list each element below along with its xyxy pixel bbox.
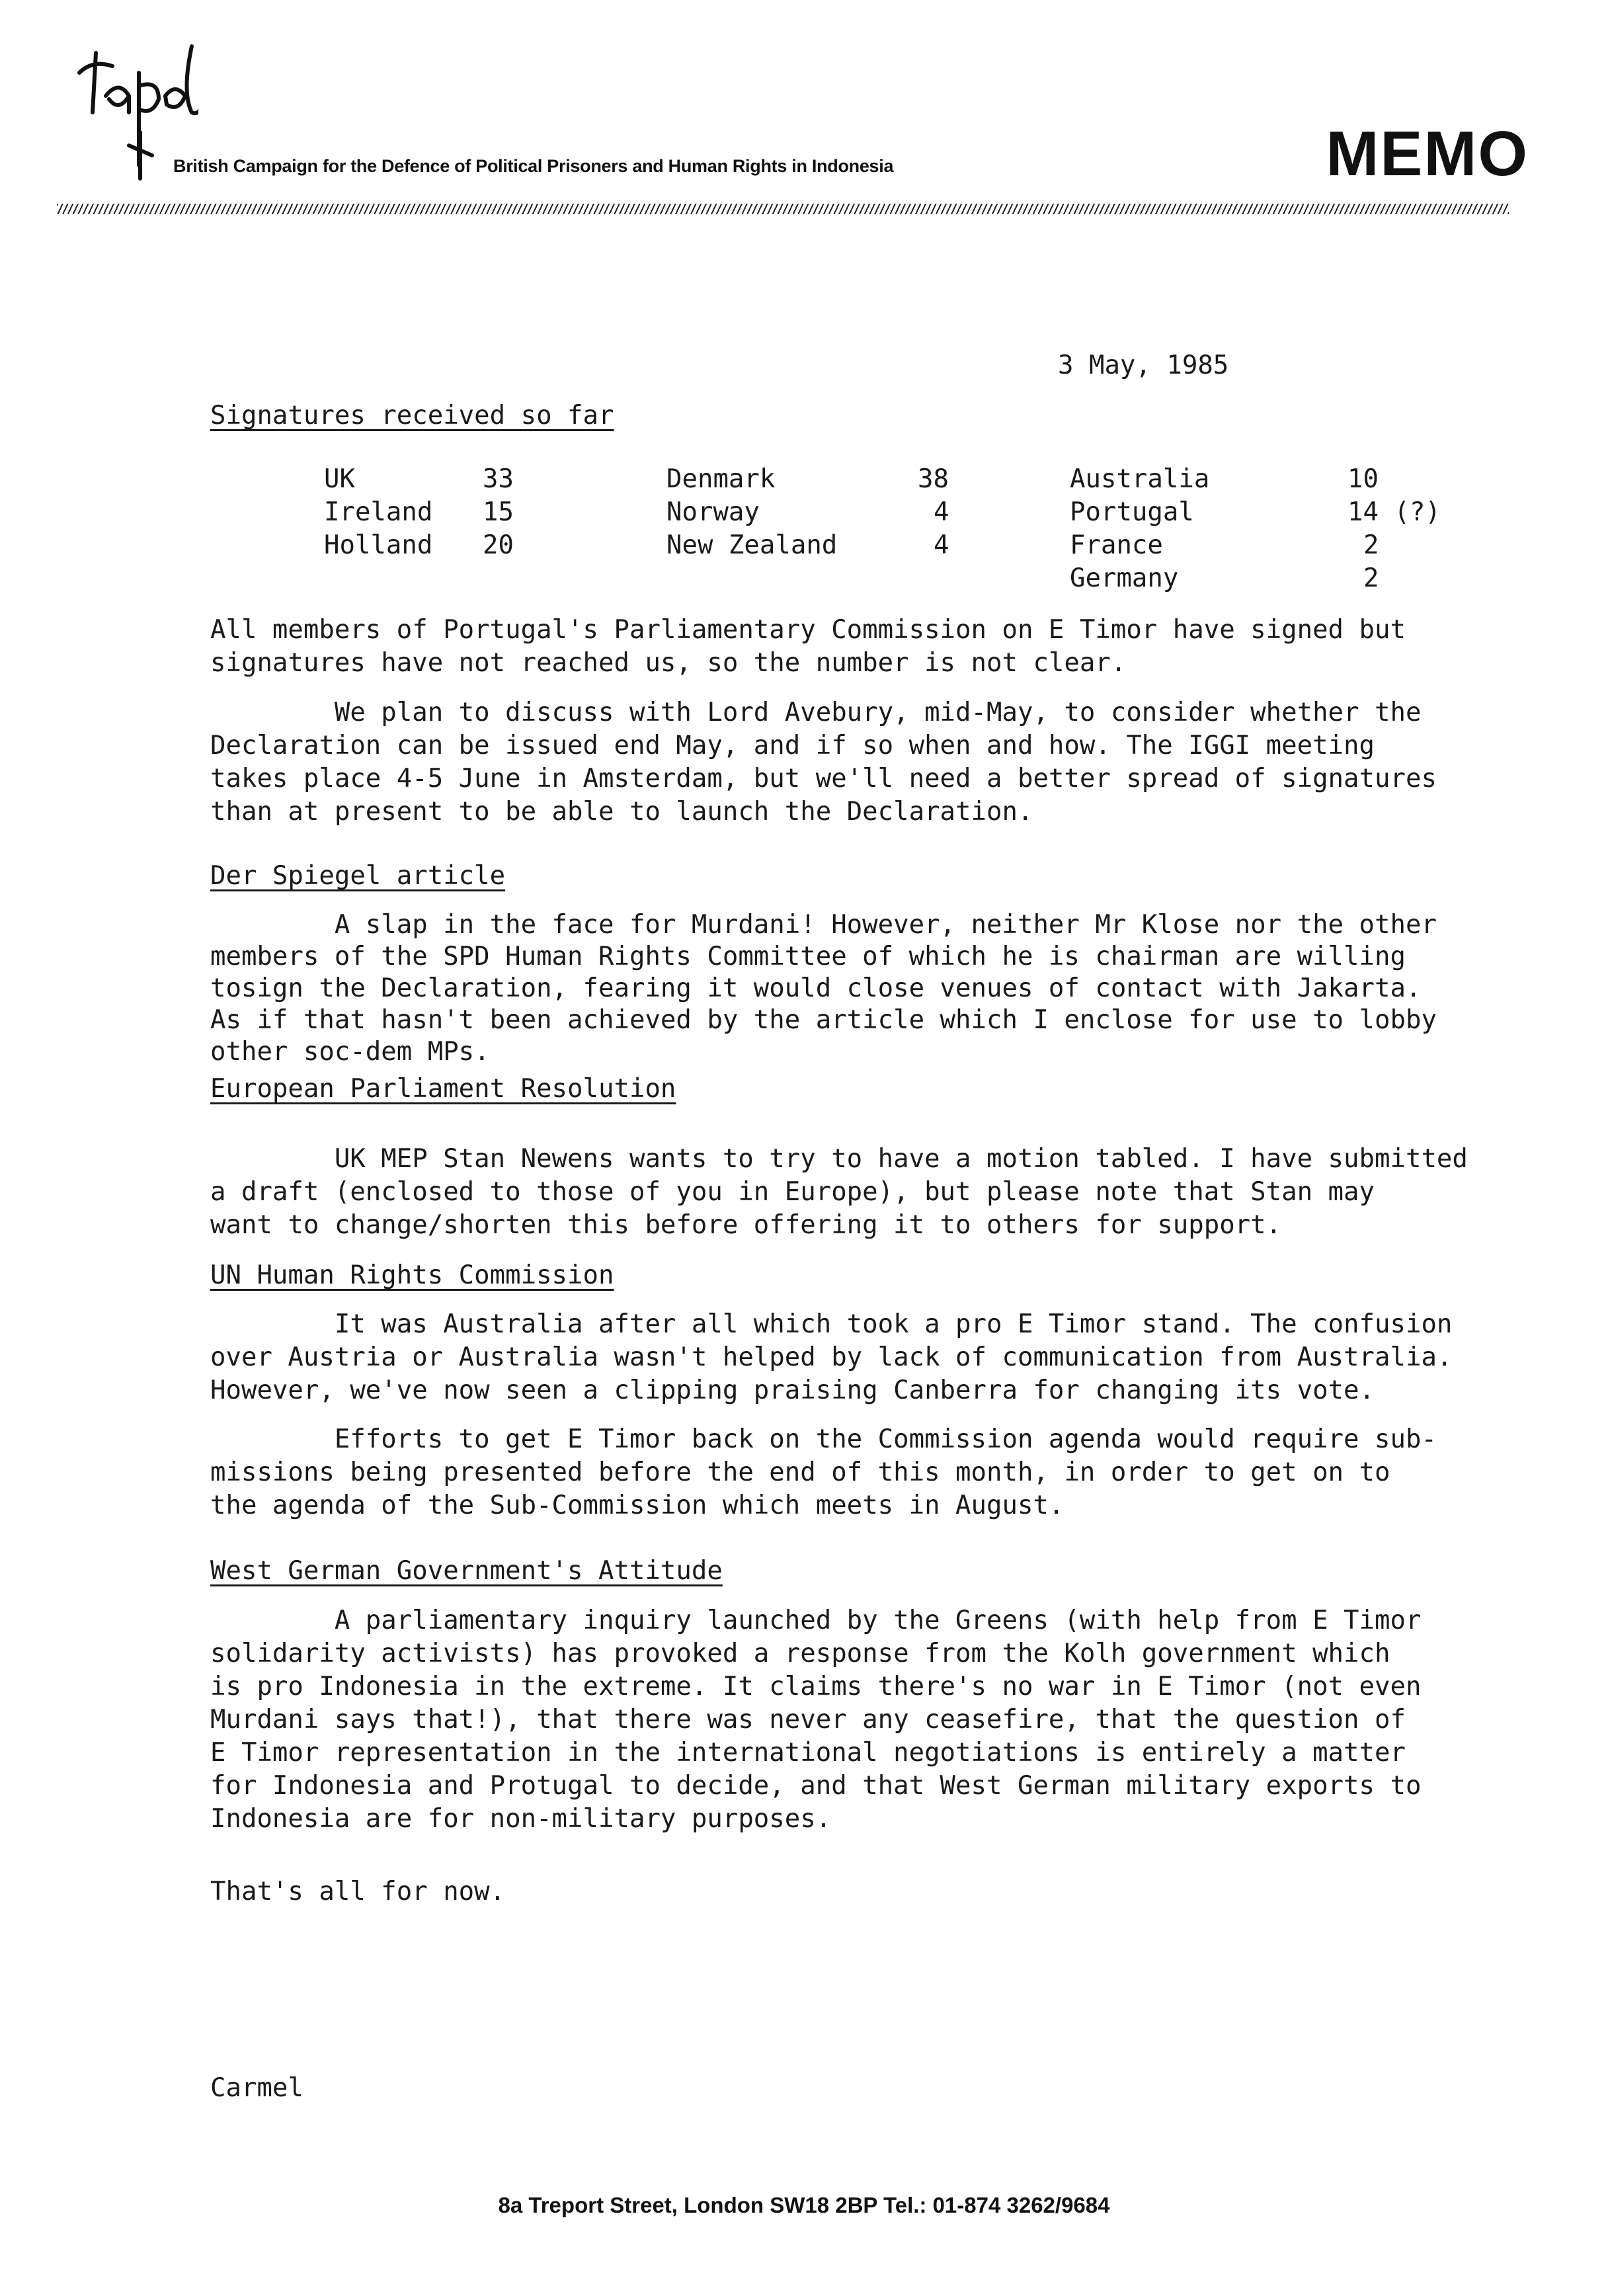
memo-title: MEMO bbox=[1326, 118, 1529, 189]
ep-heading: European Parliament Resolution bbox=[210, 1074, 676, 1104]
sig-country: Norway bbox=[666, 497, 760, 527]
organization-name: British Campaign for the Defence of Political Prisoners and Human Rights in Indonesia bbox=[173, 156, 894, 176]
un-paragraph-2: Efforts to get E Timor back on the Commission agenda would require sub- missions being presented before the end of this month, in order to get on to the agenda of the Sub-Commission which meets in August. bbox=[210, 1424, 1437, 1520]
sig-country: Portugal bbox=[1070, 497, 1194, 527]
sig-count: 14 (?) bbox=[1347, 497, 1441, 527]
sig-country: UK bbox=[324, 464, 355, 494]
un-paragraph-1: It was Australia after all which took a pro E Timor stand. The confusion over Austria or Australia wasn't helped by lack of communication from Australia. However, we've now seen a clipping praising Canberra for changing its vote. bbox=[210, 1309, 1453, 1405]
sig-count: 2 bbox=[1363, 563, 1379, 593]
wg-paragraph: A parliamentary inquiry launched by the Greens (with help from E Timor solidarity activists) has provoked a response from the Kolh government which is pro Indonesia in the extreme. It claims there's no war in E Timor (not even Murdani says that!), that there was never any ceasefire, that the question of E Timor representation in the international negotiations is entirely a matter for Indonesia and Protugal to decide, and that West German military exports to Indonesia are for non-military purposes. bbox=[210, 1606, 1422, 1834]
un-heading: UN Human Rights Commission bbox=[210, 1260, 614, 1290]
spiegel-paragraph: A slap in the face for Murdani! However, neither Mr Klose nor the other members of the SPD Human Rights Committee of which he is chairman are willing tosign the Declaration, fearing it would close venues of contact with Jakarta. As if that hasn't been achieved by the article which I enclose for use to lobby other soc-dem MPs. bbox=[210, 910, 1437, 1067]
sig-count: 10 bbox=[1347, 464, 1379, 494]
sig-count: 38 bbox=[918, 464, 949, 494]
sig-count: 4 bbox=[934, 530, 949, 560]
ep-paragraph: UK MEP Stan Newens wants to try to have a motion tabled. I have submitted a draft (enclosed to those of you in Europe), but please note that Stan may want to change/shorten this before offering it to others for support. bbox=[210, 1144, 1468, 1240]
sig-country: Denmark bbox=[666, 464, 776, 494]
signature-name: Carmel bbox=[210, 2073, 303, 2103]
portugal-paragraph: All members of Portugal's Parliamentary Commission on E Timor have signed but signatures have not reached us, so the number is not clear. bbox=[210, 615, 1406, 678]
letterhead-rule bbox=[57, 204, 1509, 214]
sig-count: 33 bbox=[483, 464, 514, 494]
sig-count: 20 bbox=[483, 530, 514, 560]
sig-count: 15 bbox=[483, 497, 514, 527]
sig-country: France bbox=[1070, 530, 1163, 560]
wg-heading: West German Government's Attitude bbox=[210, 1556, 723, 1586]
signatures-table bbox=[210, 463, 1500, 608]
sig-country: Australia bbox=[1070, 464, 1210, 494]
closing-line: That's all for now. bbox=[210, 1877, 506, 1906]
memo-date: 3 May, 1985 bbox=[1058, 350, 1229, 380]
sig-country: Ireland bbox=[324, 497, 433, 527]
sig-country: New Zealand bbox=[666, 530, 838, 560]
sig-count: 2 bbox=[1363, 530, 1379, 560]
plan-paragraph: We plan to discuss with Lord Avebury, mid-May, to consider whether the Declaration can be issued end May, and if so when and how. The IGGI meeting takes place 4-5 June in Amsterdam, but we'll need a better spread of signatures than at present to be able to launch the Declaration. bbox=[210, 698, 1437, 827]
sig-country: Germany bbox=[1070, 563, 1179, 593]
signatures-heading: Signatures received so far bbox=[210, 401, 614, 430]
footer-address: 8a Treport Street, London SW18 2BP Tel.: 01-874 3262/9684 bbox=[498, 2193, 1110, 2217]
sig-count: 4 bbox=[934, 497, 949, 527]
sig-country: Holland bbox=[324, 530, 433, 560]
spiegel-heading: Der Spiegel article bbox=[210, 861, 506, 891]
